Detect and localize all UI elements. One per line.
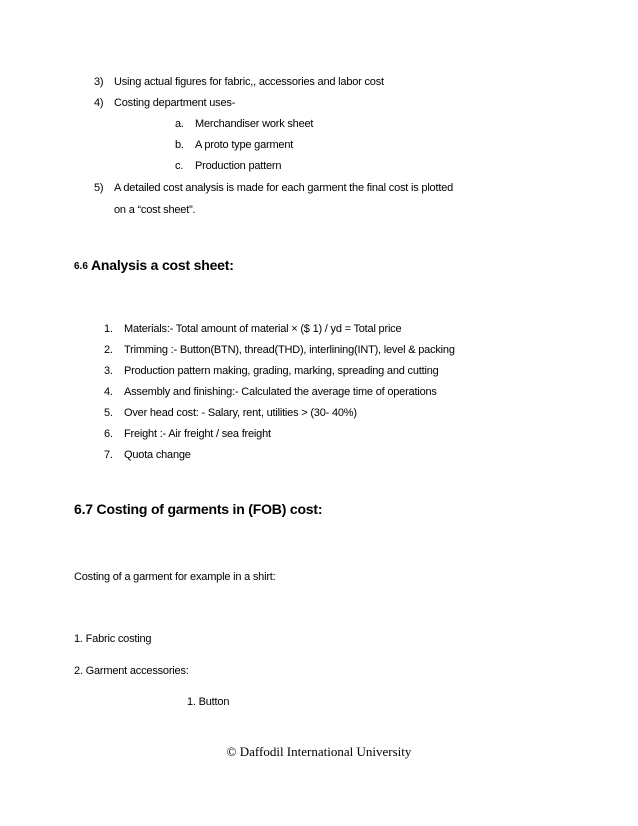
- list-text: Assembly and finishing:- Calculated the average time of operations: [124, 386, 437, 398]
- list-text: Costing department uses-: [114, 97, 236, 109]
- list-number: 7.: [104, 449, 113, 461]
- list-number: 4.: [104, 386, 113, 398]
- section-title: Analysis a cost sheet:: [91, 257, 234, 273]
- list-text: Over head cost: - Salary, rent, utilities > (30- 40%): [124, 407, 357, 419]
- list-text: Freight :- Air freight / sea freight: [124, 428, 271, 440]
- fabric-costing-item: 1. Fabric costing: [74, 633, 152, 645]
- list-text: Using actual figures for fabric,, accessories and labor cost: [114, 76, 384, 88]
- list-text: Production pattern making, grading, marking, spreading and cutting: [124, 365, 439, 377]
- section-heading-6-7: 6.7 Costing of garments in (FOB) cost:: [74, 501, 323, 517]
- list-text: A detailed cost analysis is made for each garment the final cost is plotted: [114, 182, 454, 194]
- intro-text: Costing of a garment for example in a shirt:: [74, 571, 276, 583]
- list-number: 2.: [104, 344, 113, 356]
- list-number: 1.: [104, 323, 113, 335]
- list-number: 3.: [104, 365, 113, 377]
- list-number: 5.: [104, 407, 113, 419]
- list-number: 3): [94, 76, 104, 88]
- section-number: 6.6: [74, 261, 88, 272]
- sub-text: Production pattern: [195, 160, 282, 172]
- sub-text: A proto type garment: [195, 139, 294, 151]
- sub-number: a.: [175, 118, 184, 130]
- list-text: Quota change: [124, 449, 191, 461]
- list-text-continued: on a “cost sheet”.: [114, 204, 196, 216]
- list-number: 5): [94, 182, 104, 194]
- page-footer: © Daffodil International University: [226, 744, 412, 759]
- sub-number: b.: [175, 139, 184, 151]
- list-text: Trimming :- Button(BTN), thread(THD), interlining(INT), level & packing: [124, 344, 455, 356]
- list-number: 4): [94, 97, 104, 109]
- garment-accessories-item: 2. Garment accessories:: [74, 665, 189, 677]
- sub-number: c.: [175, 160, 184, 172]
- list-number: 6.: [104, 428, 113, 440]
- button-item: 1. Button: [187, 696, 230, 708]
- sub-text: Merchandiser work sheet: [195, 118, 314, 130]
- list-text: Materials:- Total amount of material × ($ 1) / yd = Total price: [124, 323, 402, 335]
